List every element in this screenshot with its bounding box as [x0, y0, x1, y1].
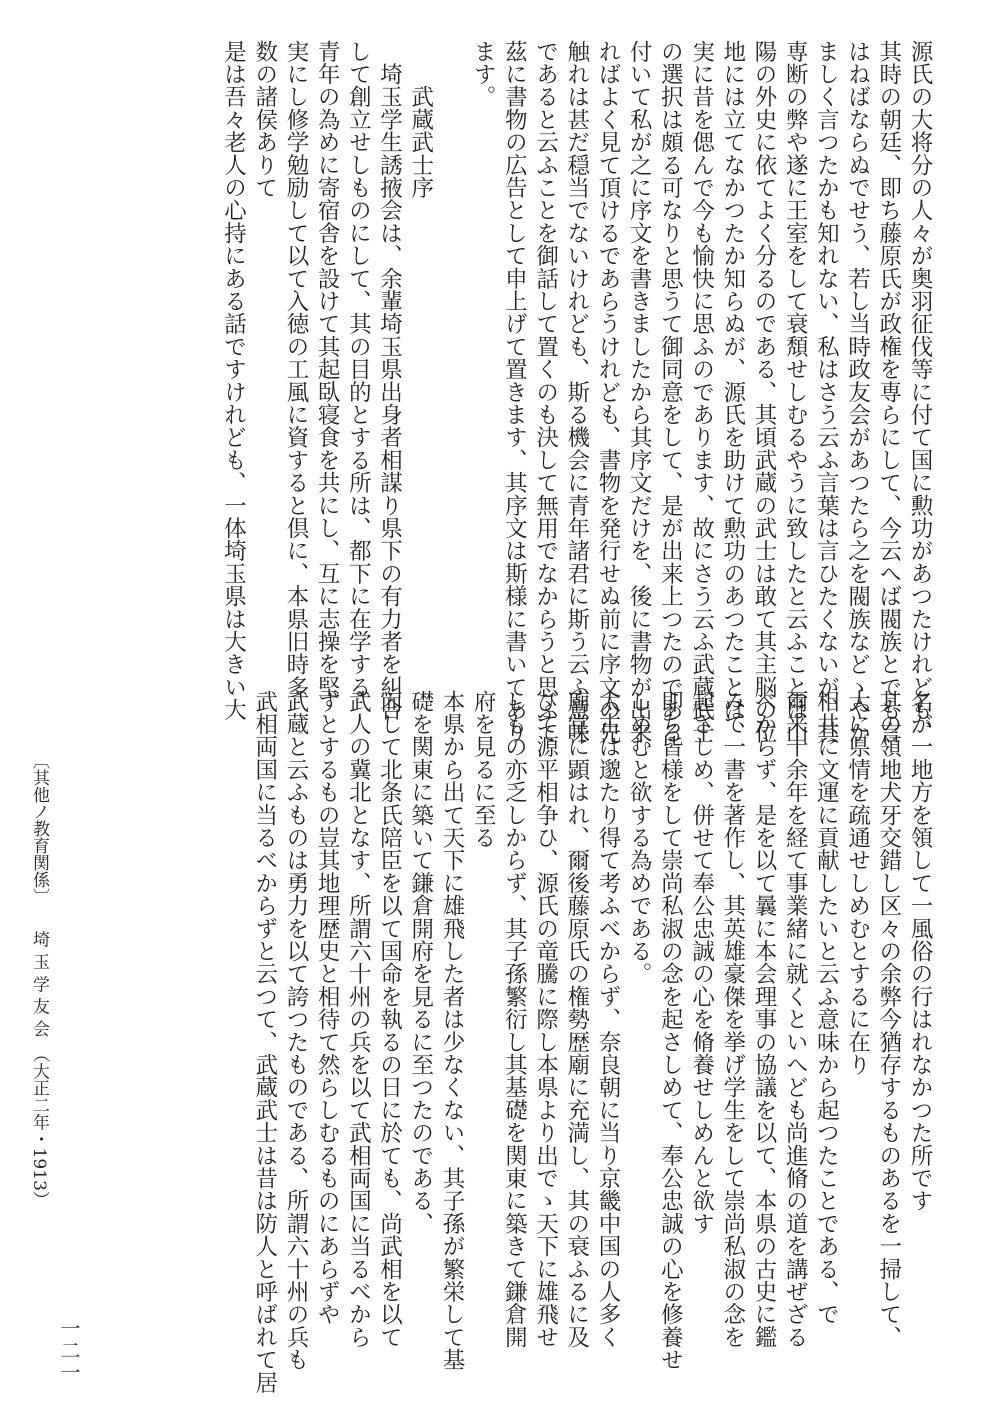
- lower-line: びて源平相争ひ、源氏の竜騰に際し本県より出でゝ天下に雄飛せ: [532, 690, 559, 1349]
- lower-line: 礎を関東に築いて鎌倉開府を見るに至つたのである、: [407, 690, 434, 1235]
- upper-line: ましく言つたかも知れない、私はさう云ふ言葉は言ひたくないが、其: [813, 40, 840, 744]
- upper-line: 専断の弊や遂に王室をして衰頽せしむるやうに致したと云ふことは山: [782, 40, 809, 744]
- lower-line: 太古は邈たり得て考ふべからず、奈良朝に当り京畿中国の人多く: [594, 690, 621, 1349]
- lower-line: 武人の冀北となす、所謂六十州の兵を以て武相両国に当るべから: [345, 690, 372, 1349]
- lower-line: 爾来十余年を経て事業緒に就くといへども尚進脩の道を講ぜざる: [782, 690, 809, 1349]
- upper-line: はねばならぬでせう、若し当時政友会があつたら之を閥族などゝやか: [844, 40, 871, 744]
- lower-line: 其の領地犬牙交錯し区々の余弊今猶存するものあるを一掃して、: [875, 690, 902, 1349]
- lower-line: 府を見るに至る: [470, 690, 497, 849]
- upper-line: 武蔵武士序: [407, 40, 434, 199]
- lower-line: しもの亦乏しからず、其子孫繁衍し其基礎を関東に築きて鎌倉開: [501, 690, 528, 1349]
- upper-line: 是は吾々老人の心持にある話ですけれども、一体埼玉県は大きい大: [220, 40, 247, 721]
- upper-line: 数の諸侯ありて: [251, 40, 278, 199]
- upper-line: 地には立てなかつたか知らぬが、源氏を助けて勲功のあつたことは、: [719, 40, 746, 744]
- upper-line: 埼玉学生誘掖会は、余輩埼玉県出身者相謀り県下の有力者を糾合: [376, 40, 403, 721]
- upper-line: 茲に書物の広告として申上げて置きます、其序文は斯様に書いてあり: [501, 40, 528, 744]
- upper-line: 其時の朝廷、即ち藤原氏が政権を専らにして、今云へば閥族とでも言: [875, 40, 902, 744]
- upper-line: 触れは甚だ穏当でないけれども、斯る機会に青年諸君に斯う云ふ意味: [563, 40, 590, 744]
- upper-line: して創立せしものにして、其の目的とする所は、都下に在学する: [345, 40, 372, 699]
- lower-line: 名が一地方を領して一風俗の行はれなかつた所です: [907, 690, 933, 1213]
- upper-line: の選択は頗る可なりと思うて御同意をして、是が出来上つたのである: [657, 40, 684, 744]
- lower-line: 大に県情を疏通せしめむとするに在り: [844, 690, 871, 1076]
- lower-line: 起さしめ、併せて奉公忠誠の心を脩養せしめんと欲す: [688, 690, 715, 1235]
- upper-line: 付いて私が之に序文を書きましたから其序文だけを、後に書物が出来: [626, 40, 653, 744]
- lower-line: 廟堂に顕はれ、爾後藤原氏の権勢歴廟に充満し、其の衰ふるに及: [563, 690, 590, 1349]
- upper-line: 実に昔を偲んで今も愉快に思ふのであります、故にさう云ふ武蔵武士: [688, 40, 715, 744]
- upper-line: ればよく見て頂けるであらうけれども、書物を発行せぬ前に序文の先: [594, 40, 621, 744]
- lower-line: べからず、是を以て曩に本会理事の協議を以て、本県の古史に鑑: [750, 690, 777, 1349]
- upper-text-column: [220, 40, 935, 744]
- upper-line: 源氏の大将分の人々が奥羽征伐等に付て国に勲功があつたけれども、: [907, 40, 933, 744]
- upper-line: 陽の外史に依てよく分るのである、其頃武蔵の武士は敢て其主脳の位: [750, 40, 777, 744]
- upper-line: ます。: [470, 40, 497, 109]
- upper-line: 実にし修学勉励して以て入徳の工風に資すると倶に、本県旧時多: [282, 40, 309, 699]
- lower-line: みて一書を著作し、其英雄豪傑を挙げ学生をして崇尚私淑の念を: [719, 690, 746, 1349]
- lower-line: 即ち皆様をして崇尚私淑の念を起さしめて、奉公忠誠の心を修養せ: [657, 690, 684, 1372]
- upper-line: [436, 40, 467, 670]
- lower-line: 本県から出て天下に雄飛した者は少なくない、其子孫が繁栄して基: [438, 690, 465, 1372]
- page-number: 一二一: [57, 1318, 81, 1384]
- upper-line: 青年の為めに寄宿舎を設けて其起臥寝食を共にし、互に志操を堅: [314, 40, 341, 699]
- lower-line: ずとするもの豈其地理歴史と相待て然らしむるものにあらずや: [314, 690, 341, 1326]
- lower-line: 而して北条氏陪臣を以て国命を執るの日に於ても、尚武相を以て: [376, 690, 403, 1349]
- running-footer: 〔其他ノ教育関係〕 埼 玉 学 友 会 （大正二年・1913）: [29, 752, 49, 1208]
- lower-line: 武相両国に当るべからずと云つて、武蔵武士は昔は防人と呼ばれて居: [251, 690, 278, 1394]
- lower-line: しめむと欲する為めである。: [626, 690, 653, 986]
- lower-line: 相共に文運に貢献したいと云ふ意味から起つたことである、で: [813, 690, 840, 1326]
- lower-line: 武蔵と云ふものは勇力を以て誇つたものである、所謂六十州の兵も: [282, 690, 309, 1371]
- upper-line: であると云ふことを御話して置くのも決して無用でなからうと思ふて: [532, 40, 559, 744]
